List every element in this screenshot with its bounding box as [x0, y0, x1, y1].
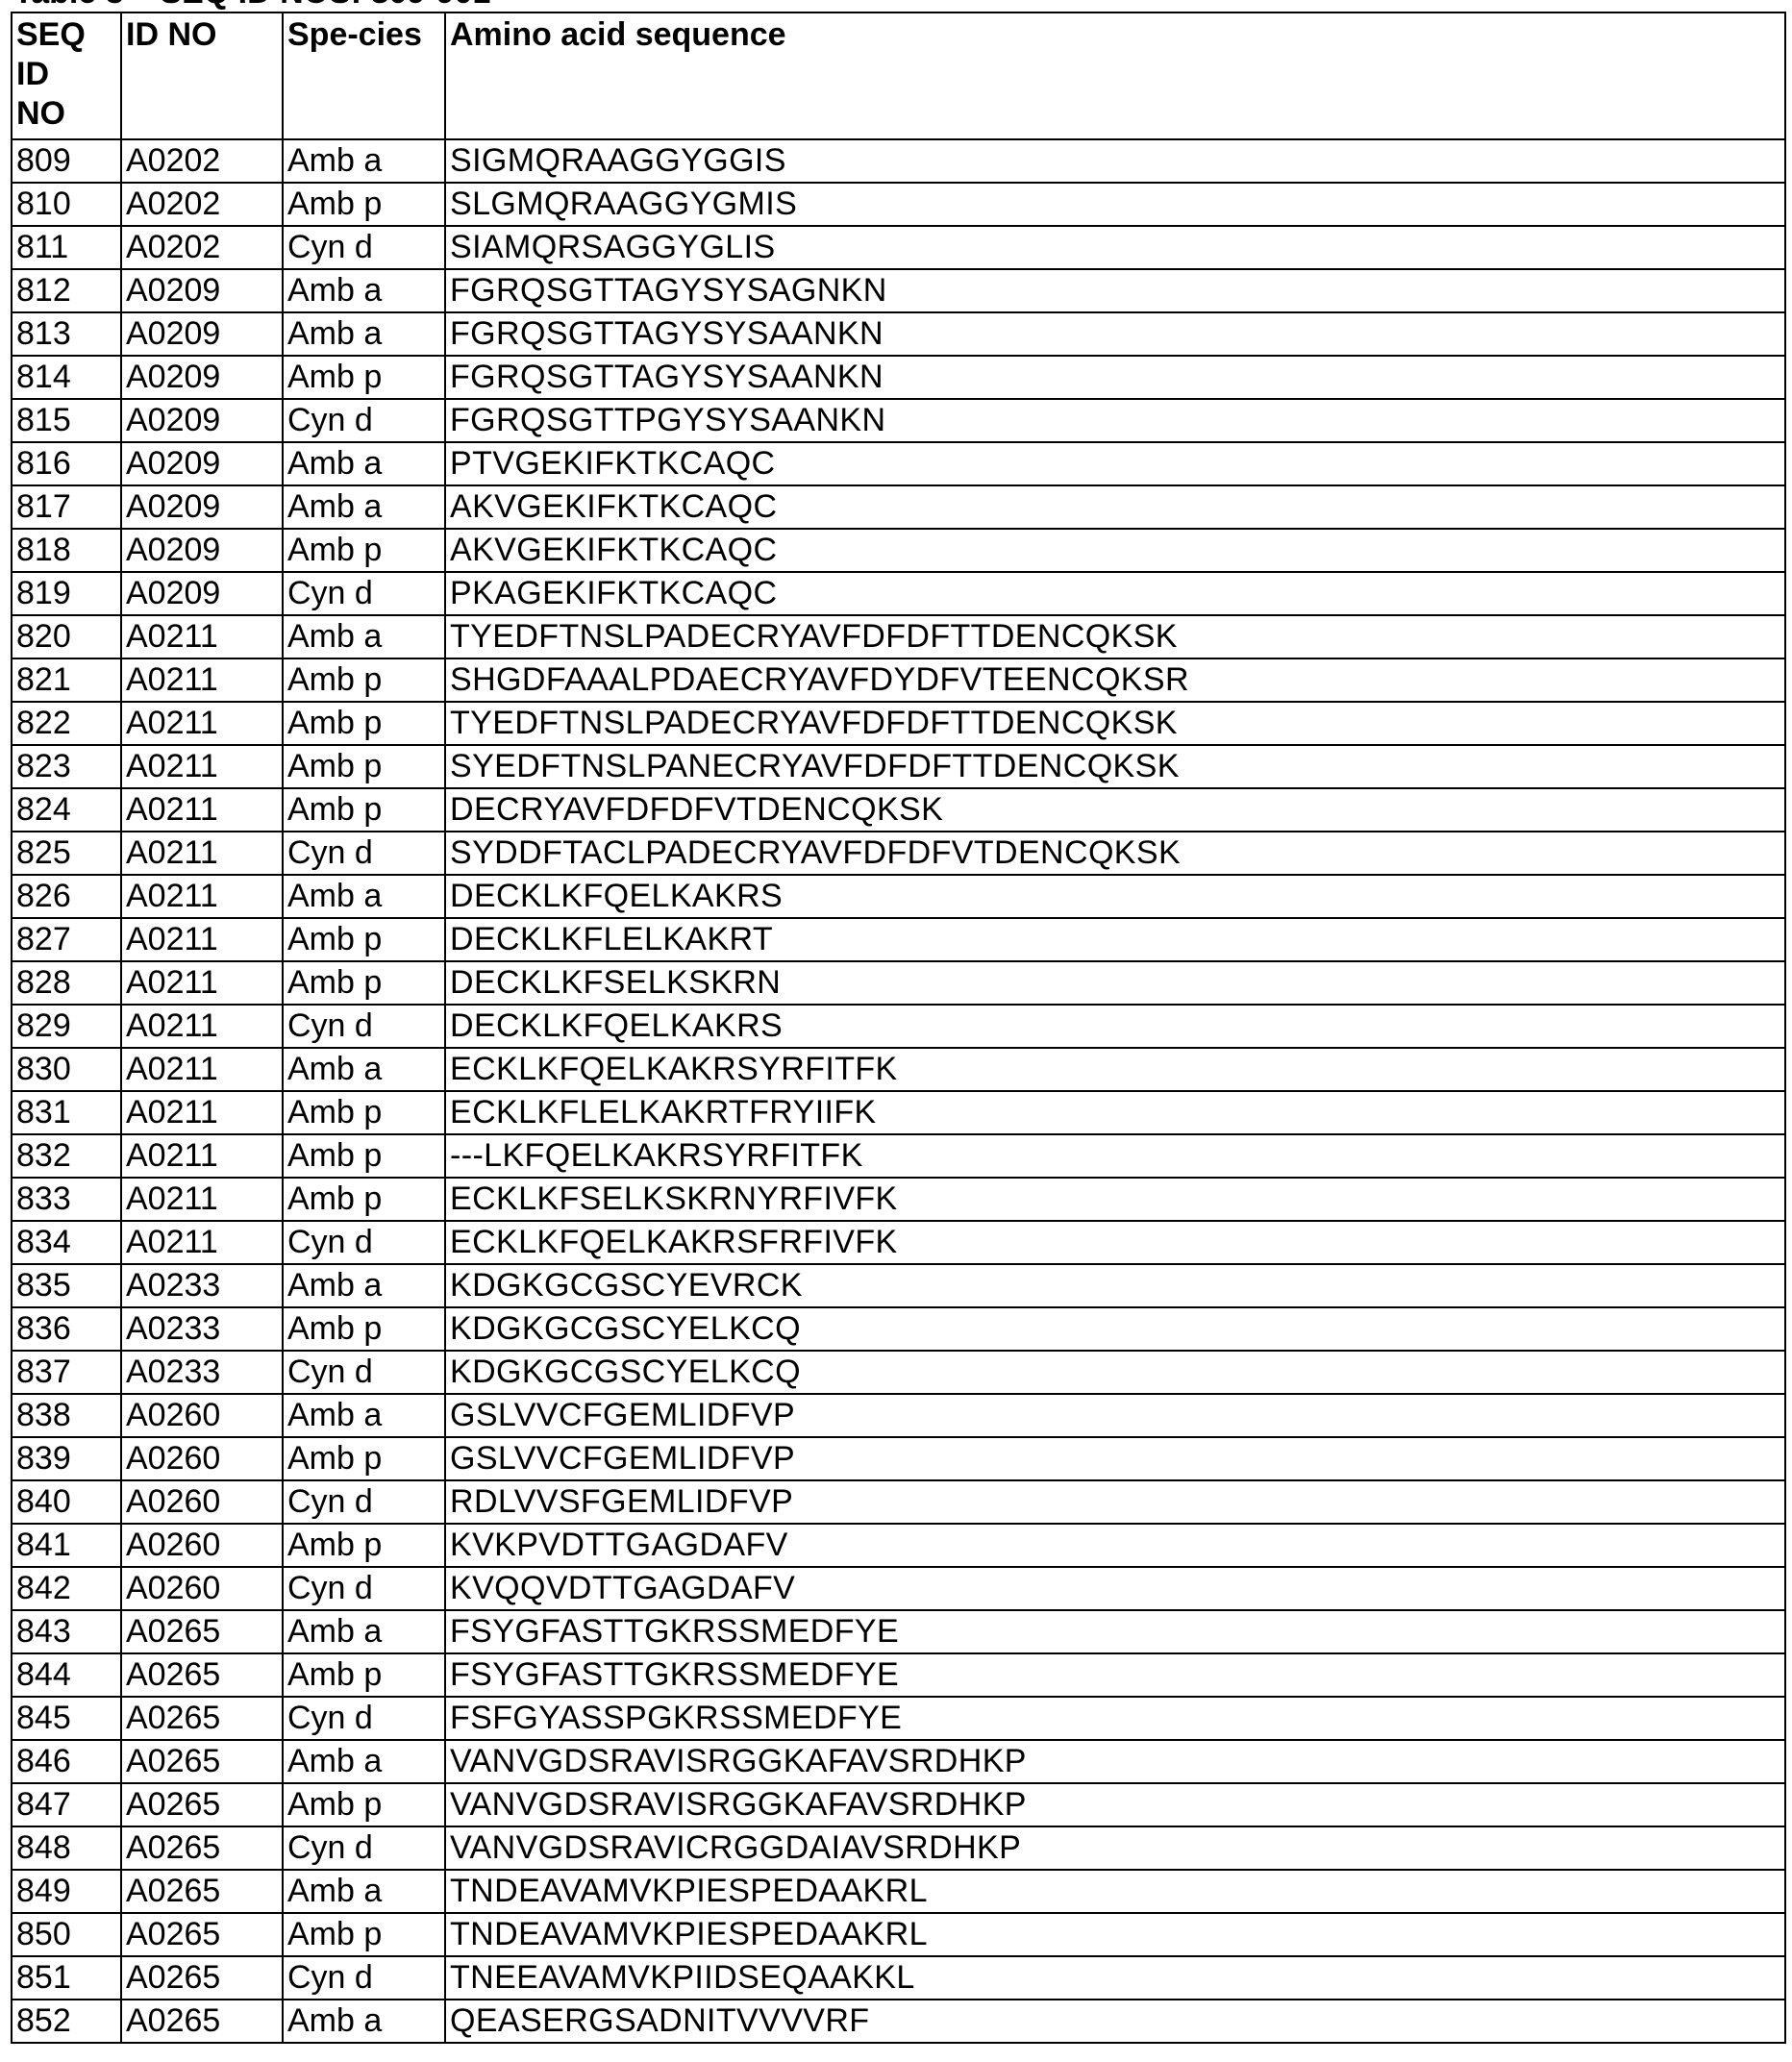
cell-seq-id-no: 845: [12, 1697, 121, 1740]
cell-id-no: A0209: [121, 485, 283, 529]
cell-seq-id-no: 834: [12, 1221, 121, 1264]
cell-species: Amb p: [283, 1653, 445, 1697]
cell-seq-id-no: 810: [12, 183, 121, 226]
cell-species: Amb a: [283, 312, 445, 356]
cell-sequence: SHGDFAAALPDAECRYAVFDYDFVTEENCQKSR: [445, 658, 1785, 702]
cell-seq-id-no: 839: [12, 1437, 121, 1480]
cell-seq-id-no: 847: [12, 1783, 121, 1826]
table-row: [12, 269, 1785, 312]
cell-seq-id-no: 844: [12, 1653, 121, 1697]
cell-sequence: ECKLKFLELKAKRTFRYIIFK: [445, 1091, 1785, 1134]
cell-sequence: TNEEAVAMVKPIIDSEQAAKKL: [445, 1956, 1785, 2000]
cell-sequence: VANVGDSRAVISRGGKAFAVSRDHKP: [445, 1783, 1785, 1826]
cell-species: Cyn d: [283, 1826, 445, 1870]
cell-sequence: ---LKFQELKAKRSYRFITFK: [445, 1134, 1785, 1178]
cell-id-no: A0209: [121, 312, 283, 356]
cell-seq-id-no: 816: [12, 442, 121, 485]
cell-species: Cyn d: [283, 1480, 445, 1524]
table-row: [12, 1913, 1785, 1956]
cell-seq-id-no: 841: [12, 1524, 121, 1567]
cell-seq-id-no: 821: [12, 658, 121, 702]
cell-seq-id-no: 835: [12, 1264, 121, 1307]
cell-id-no: A0211: [121, 1134, 283, 1178]
cell-id-no: A0209: [121, 356, 283, 399]
cell-seq-id-no: 829: [12, 1005, 121, 1048]
cell-seq-id-no: 827: [12, 918, 121, 961]
cell-id-no: A0265: [121, 1956, 283, 2000]
sequence-table: [11, 12, 1786, 2044]
cell-sequence: ECKLKFQELKAKRSYRFITFK: [445, 1048, 1785, 1091]
cell-sequence: DECRYAVFDFDFVTDENCQKSK: [445, 788, 1785, 832]
cell-id-no: A0265: [121, 1913, 283, 1956]
table-row: [12, 1134, 1785, 1178]
cell-seq-id-no: 838: [12, 1394, 121, 1437]
cell-seq-id-no: 850: [12, 1913, 121, 1956]
table-row: [12, 442, 1785, 485]
cell-sequence: SIGMQRAAGGYGGIS: [445, 139, 1785, 183]
table-row: [12, 1005, 1785, 1048]
header-seq-line: SEQ: [16, 15, 120, 55]
cell-sequence: KDGKGCGSCYELKCQ: [445, 1351, 1785, 1394]
cell-species: Cyn d: [283, 1221, 445, 1264]
cell-sequence: FGRQSGTTAGYSYSAANKN: [445, 312, 1785, 356]
cell-species: Amb a: [283, 2000, 445, 2043]
cell-sequence: FSFGYASSPGKRSSMEDFYE: [445, 1697, 1785, 1740]
cell-species: Amb a: [283, 139, 445, 183]
table-row: [12, 1826, 1785, 1870]
cell-seq-id-no: 822: [12, 702, 121, 745]
cell-sequence: KVKPVDTTGAGDAFV: [445, 1524, 1785, 1567]
cell-id-no: A0265: [121, 1653, 283, 1697]
cell-id-no: A0209: [121, 269, 283, 312]
cell-id-no: A0260: [121, 1394, 283, 1437]
cell-species: Cyn d: [283, 572, 445, 615]
table-row: [12, 1783, 1785, 1826]
cell-seq-id-no: 851: [12, 1956, 121, 2000]
cell-seq-id-no: 832: [12, 1134, 121, 1178]
cell-id-no: A0265: [121, 1697, 283, 1740]
cell-species: Amb p: [283, 658, 445, 702]
cell-id-no: A0233: [121, 1351, 283, 1394]
table-row: [12, 615, 1785, 658]
cell-sequence: SLGMQRAAGGYGMIS: [445, 183, 1785, 226]
cell-id-no: A0211: [121, 1091, 283, 1134]
cell-seq-id-no: 824: [12, 788, 121, 832]
table-row: [12, 1956, 1785, 2000]
cell-seq-id-no: 849: [12, 1870, 121, 1913]
cell-id-no: A0211: [121, 658, 283, 702]
table-row: [12, 702, 1785, 745]
cell-seq-id-no: 823: [12, 745, 121, 788]
cell-sequence: FGRQSGTTPGYSYSAANKN: [445, 399, 1785, 442]
header-seq-line: NO: [16, 94, 120, 134]
table-row: [12, 1221, 1785, 1264]
cell-id-no: A0202: [121, 226, 283, 269]
header-seq-line: ID: [16, 55, 120, 94]
cell-species: Cyn d: [283, 832, 445, 875]
header-species: Spe-cies: [283, 12, 445, 139]
cell-species: Amb a: [283, 1610, 445, 1653]
cell-seq-id-no: 831: [12, 1091, 121, 1134]
cell-id-no: A0209: [121, 572, 283, 615]
header-sequence: Amino acid sequence: [445, 12, 1785, 139]
header-id-no: ID NO: [121, 12, 283, 139]
cell-species: Amb p: [283, 788, 445, 832]
cell-seq-id-no: 809: [12, 139, 121, 183]
cell-sequence: SYEDFTNSLPANECRYAVFDFDFTTDENCQKSK: [445, 745, 1785, 788]
cell-species: Amb p: [283, 1437, 445, 1480]
table-row: [12, 745, 1785, 788]
cell-species: Amb a: [283, 442, 445, 485]
cell-sequence: FSYGFASTTGKRSSMEDFYE: [445, 1610, 1785, 1653]
cell-id-no: A0211: [121, 615, 283, 658]
cell-species: Cyn d: [283, 1697, 445, 1740]
cell-sequence: VANVGDSRAVICRGGDAIAVSRDHKP: [445, 1826, 1785, 1870]
cell-seq-id-no: 830: [12, 1048, 121, 1091]
cell-sequence: PTVGEKIFKTKCAQC: [445, 442, 1785, 485]
table-row: [12, 1264, 1785, 1307]
cell-id-no: A0211: [121, 702, 283, 745]
table-row: [12, 1524, 1785, 1567]
cell-sequence: DECKLKFSELKSKRN: [445, 961, 1785, 1005]
table-row: [12, 1567, 1785, 1610]
cell-species: Amb a: [283, 615, 445, 658]
table-row: [12, 1048, 1785, 1091]
cell-sequence: ECKLKFQELKAKRSFRFIVFK: [445, 1221, 1785, 1264]
cell-seq-id-no: 817: [12, 485, 121, 529]
cell-seq-id-no: 814: [12, 356, 121, 399]
table-row: [12, 139, 1785, 183]
cell-id-no: A0211: [121, 1178, 283, 1221]
cell-sequence: AKVGEKIFKTKCAQC: [445, 485, 1785, 529]
cell-id-no: A0265: [121, 1826, 283, 1870]
cell-seq-id-no: 840: [12, 1480, 121, 1524]
table-row: [12, 788, 1785, 832]
cell-seq-id-no: 828: [12, 961, 121, 1005]
cell-id-no: A0265: [121, 1610, 283, 1653]
cell-sequence: AKVGEKIFKTKCAQC: [445, 529, 1785, 572]
table-row: [12, 1394, 1785, 1437]
cell-seq-id-no: 820: [12, 615, 121, 658]
cell-species: Amb p: [283, 702, 445, 745]
cell-id-no: A0211: [121, 961, 283, 1005]
cell-species: Amb a: [283, 1870, 445, 1913]
cell-id-no: A0211: [121, 788, 283, 832]
cell-seq-id-no: 811: [12, 226, 121, 269]
cell-species: Amb a: [283, 1264, 445, 1307]
cell-id-no: A0260: [121, 1480, 283, 1524]
cell-sequence: TYEDFTNSLPADECRYAVFDFDFTTDENCQKSK: [445, 702, 1785, 745]
cell-species: Cyn d: [283, 226, 445, 269]
table-row: [12, 312, 1785, 356]
table-row: [12, 1307, 1785, 1351]
cell-species: Cyn d: [283, 1005, 445, 1048]
table-row: [12, 875, 1785, 918]
cell-sequence: KVQQVDTTGAGDAFV: [445, 1567, 1785, 1610]
table-row: [12, 183, 1785, 226]
table-row: [12, 658, 1785, 702]
table-row: [12, 918, 1785, 961]
cell-id-no: A0211: [121, 918, 283, 961]
cell-sequence: FGRQSGTTAGYSYSAGNKN: [445, 269, 1785, 312]
cell-id-no: A0202: [121, 183, 283, 226]
table-row: [12, 1091, 1785, 1134]
table-row: [12, 961, 1785, 1005]
table-row: [12, 572, 1785, 615]
cell-species: Amb p: [283, 961, 445, 1005]
cell-sequence: DECKLKFQELKAKRS: [445, 1005, 1785, 1048]
cell-seq-id-no: 819: [12, 572, 121, 615]
cell-seq-id-no: 842: [12, 1567, 121, 1610]
table-row: [12, 1697, 1785, 1740]
cell-species: Amb p: [283, 1178, 445, 1221]
cell-id-no: A0211: [121, 1221, 283, 1264]
cell-id-no: A0211: [121, 1005, 283, 1048]
cell-id-no: A0265: [121, 1740, 283, 1783]
cell-sequence: KDGKGCGSCYELKCQ: [445, 1307, 1785, 1351]
cell-id-no: A0211: [121, 875, 283, 918]
cell-seq-id-no: 843: [12, 1610, 121, 1653]
table-row: [12, 356, 1785, 399]
cell-seq-id-no: 815: [12, 399, 121, 442]
table-row: [12, 1178, 1785, 1221]
cell-seq-id-no: 825: [12, 832, 121, 875]
table-row: [12, 2000, 1785, 2043]
cell-species: Amb p: [283, 1134, 445, 1178]
cell-seq-id-no: 813: [12, 312, 121, 356]
cell-species: Amb p: [283, 1307, 445, 1351]
cell-sequence: PKAGEKIFKTKCAQC: [445, 572, 1785, 615]
table-row: [12, 485, 1785, 529]
cell-id-no: A0265: [121, 1783, 283, 1826]
table-row: [12, 1740, 1785, 1783]
cell-sequence: GSLVVCFGEMLIDFVP: [445, 1394, 1785, 1437]
cell-species: Cyn d: [283, 1567, 445, 1610]
cell-seq-id-no: 852: [12, 2000, 121, 2043]
cell-species: Amb p: [283, 356, 445, 399]
table-title: [13, 0, 490, 10]
cell-sequence: TNDEAVAMVKPIESPEDAAKRL: [445, 1870, 1785, 1913]
cell-species: Amb a: [283, 875, 445, 918]
cell-species: Cyn d: [283, 1351, 445, 1394]
cell-id-no: A0260: [121, 1567, 283, 1610]
cell-species: Amb a: [283, 1048, 445, 1091]
cell-sequence: KDGKGCGSCYEVRCK: [445, 1264, 1785, 1307]
cell-id-no: A0211: [121, 745, 283, 788]
cell-sequence: RDLVVSFGEMLIDFVP: [445, 1480, 1785, 1524]
cell-species: Amb p: [283, 1783, 445, 1826]
cell-id-no: A0265: [121, 2000, 283, 2043]
cell-species: Amb a: [283, 269, 445, 312]
cell-species: Amb p: [283, 918, 445, 961]
cell-id-no: A0233: [121, 1307, 283, 1351]
cell-species: Cyn d: [283, 1956, 445, 2000]
cell-sequence: DECKLKFQELKAKRS: [445, 875, 1785, 918]
cell-seq-id-no: 848: [12, 1826, 121, 1870]
table-row: [12, 832, 1785, 875]
cell-sequence: ECKLKFSELKSKRNYRFIVFK: [445, 1178, 1785, 1221]
cell-species: Amb p: [283, 745, 445, 788]
header-seq-id-no: [12, 12, 121, 139]
table-body: [12, 139, 1785, 2043]
table-row: [12, 1610, 1785, 1653]
cell-seq-id-no: 837: [12, 1351, 121, 1394]
table-row: [12, 1351, 1785, 1394]
header-row: [12, 12, 1785, 139]
cell-species: Amb a: [283, 1740, 445, 1783]
cell-species: Amb p: [283, 183, 445, 226]
cell-seq-id-no: 818: [12, 529, 121, 572]
cell-species: Cyn d: [283, 399, 445, 442]
cell-seq-id-no: 846: [12, 1740, 121, 1783]
cell-sequence: VANVGDSRAVISRGGKAFAVSRDHKP: [445, 1740, 1785, 1783]
cell-sequence: SIAMQRSAGGYGLIS: [445, 226, 1785, 269]
cell-species: Amb p: [283, 529, 445, 572]
cell-seq-id-no: 812: [12, 269, 121, 312]
cell-sequence: SYDDFTACLPADECRYAVFDFDFVTDENCQKSK: [445, 832, 1785, 875]
cell-sequence: FGRQSGTTAGYSYSAANKN: [445, 356, 1785, 399]
cell-species: Amb a: [283, 485, 445, 529]
cell-species: Amb p: [283, 1913, 445, 1956]
cell-id-no: A0211: [121, 832, 283, 875]
cell-id-no: A0202: [121, 139, 283, 183]
table-row: [12, 529, 1785, 572]
cell-sequence: TYEDFTNSLPADECRYAVFDFDFTTDENCQKSK: [445, 615, 1785, 658]
table-row: [12, 1870, 1785, 1913]
cell-id-no: A0209: [121, 399, 283, 442]
table-row: [12, 226, 1785, 269]
cell-sequence: DECKLKFLELKAKRT: [445, 918, 1785, 961]
table-row: [12, 1480, 1785, 1524]
cell-id-no: A0260: [121, 1524, 283, 1567]
cell-seq-id-no: 836: [12, 1307, 121, 1351]
table-row: [12, 1653, 1785, 1697]
cell-seq-id-no: 833: [12, 1178, 121, 1221]
cell-species: Amb p: [283, 1091, 445, 1134]
cell-species: Amb a: [283, 1394, 445, 1437]
table-row: [12, 1437, 1785, 1480]
cell-seq-id-no: 826: [12, 875, 121, 918]
cell-id-no: A0211: [121, 1048, 283, 1091]
cell-sequence: TNDEAVAMVKPIESPEDAAKRL: [445, 1913, 1785, 1956]
cell-id-no: A0260: [121, 1437, 283, 1480]
cell-sequence: GSLVVCFGEMLIDFVP: [445, 1437, 1785, 1480]
cell-id-no: A0209: [121, 529, 283, 572]
cell-sequence: QEASERGSADNITVVVVRF: [445, 2000, 1785, 2043]
cell-id-no: A0233: [121, 1264, 283, 1307]
cell-id-no: A0265: [121, 1870, 283, 1913]
cell-sequence: FSYGFASTTGKRSSMEDFYE: [445, 1653, 1785, 1697]
cell-species: Amb p: [283, 1524, 445, 1567]
cell-id-no: A0209: [121, 442, 283, 485]
table-row: [12, 399, 1785, 442]
